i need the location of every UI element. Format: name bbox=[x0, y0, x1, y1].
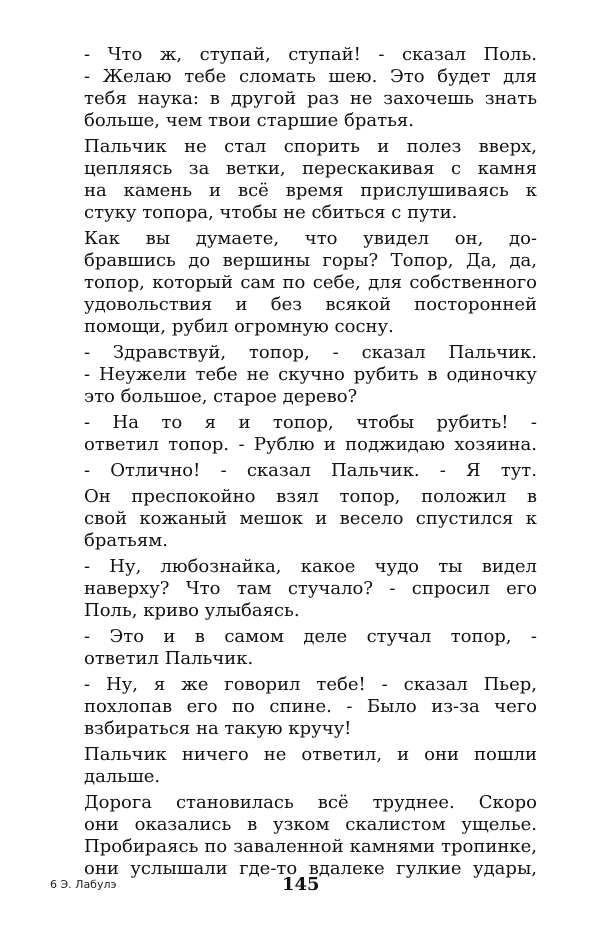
text-line: похлопав его по спине. - Было из-за чего bbox=[84, 696, 537, 717]
signature-mark: 6 Э. Лабулэ bbox=[50, 878, 117, 891]
text-line: - Отлично! - сказал Пальчик. - Я тут. bbox=[84, 460, 537, 481]
text-line: это большое, старое дерево? bbox=[84, 386, 358, 407]
page-number: 145 bbox=[282, 874, 320, 895]
text-line: свой кожаный мешок и весело спустился к bbox=[84, 508, 537, 529]
text-line: они услышали где-то вдалеке гулкие удары, bbox=[84, 858, 537, 879]
text-line: они оказались в узком скалистом ущелье. bbox=[84, 814, 537, 835]
text-line: Как вы думаете, что увидел он, до- bbox=[84, 228, 537, 249]
text-line: - Ну, любознайка, какое чудо ты видел bbox=[84, 556, 537, 577]
text-line: Дорога становилась всё труднее. Скоро bbox=[84, 792, 537, 813]
text-line: дальше. bbox=[84, 766, 161, 787]
text-line: Поль, криво улыбаясь. bbox=[84, 600, 300, 621]
text-line: Он преспокойно взял топор, положил в bbox=[84, 486, 537, 507]
text-line: ответил топор. - Рублю и поджидаю хозяина. bbox=[84, 434, 537, 455]
text-line: стуку топора, чтобы не сбиться с пути. bbox=[84, 202, 458, 223]
text-line: тебя наука: в другой раз не захочешь знать bbox=[84, 88, 537, 109]
text-line: ответил Пальчик. bbox=[84, 648, 254, 669]
text-line: на камень и всё время прислушиваясь к bbox=[84, 180, 537, 201]
text-line: Пробираясь по заваленной камнями тропинке, bbox=[84, 836, 537, 857]
text-line: Пальчик не стал спорить и полез вверх, bbox=[84, 136, 537, 157]
text-line: - Ну, я же говорил тебе! - сказал Пьер, bbox=[84, 674, 537, 695]
text-line: - Желаю тебе сломать шею. Это будет для bbox=[84, 66, 537, 87]
text-line: бравшись до вершины горы? Топор, Да, да, bbox=[84, 250, 537, 271]
page-footer bbox=[0, 874, 600, 898]
body-text bbox=[84, 44, 537, 880]
text-line: Пальчик ничего не ответил, и они пошли bbox=[84, 744, 537, 765]
text-line: топор, который сам по себе, для собственного bbox=[84, 272, 537, 293]
text-line: - Здравствуй, топор, - сказал Пальчик. bbox=[84, 342, 537, 363]
text-line: наверху? Что там стучало? - спросил его bbox=[84, 578, 537, 599]
text-line: - На то я и топор, чтобы рубить! - bbox=[84, 412, 537, 433]
text-line: удовольствия и без всякой посторонней bbox=[84, 294, 537, 315]
text-line: взбираться на такую кручу! bbox=[84, 718, 352, 739]
text-line: - Что ж, ступай, ступай! - сказал Поль. bbox=[84, 44, 537, 65]
text-line: помощи, рубил огромную сосну. bbox=[84, 316, 394, 337]
text-line: - Это и в самом деле стучал топор, - bbox=[84, 626, 537, 647]
text-line: братьям. bbox=[84, 530, 168, 551]
text-line: больше, чем твои старшие братья. bbox=[84, 110, 414, 131]
text-line: - Неужели тебе не скучно рубить в одиночку bbox=[84, 364, 537, 385]
text-line: цепляясь за ветки, перескакивая с камня bbox=[84, 158, 537, 179]
